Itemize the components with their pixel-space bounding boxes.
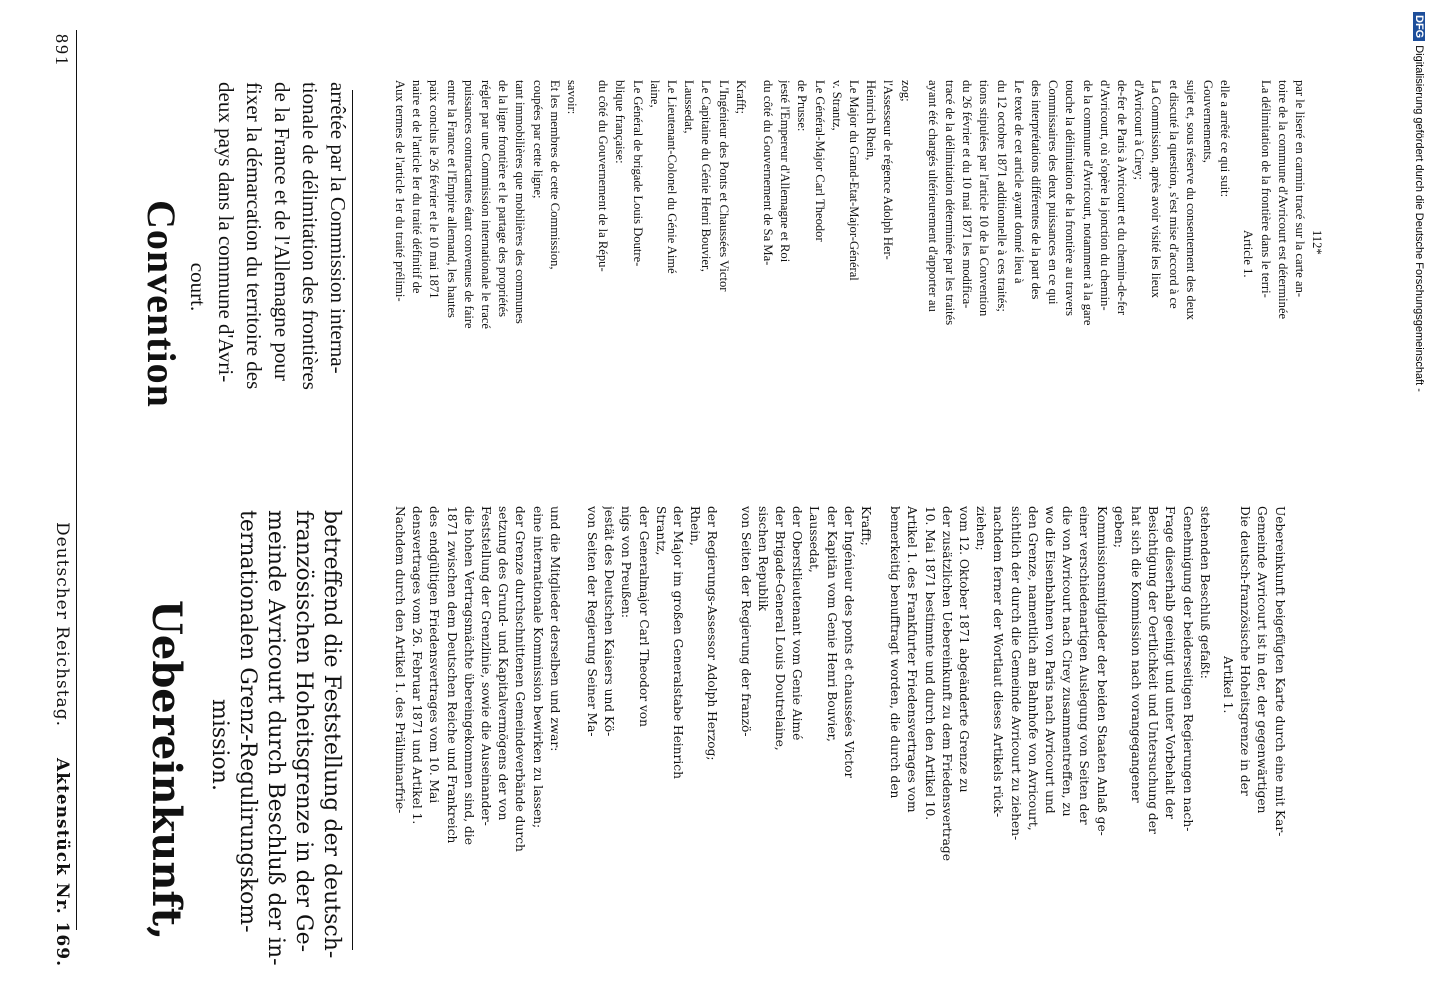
- french-members-de-line: du côté du Gouvernement de Sa Ma-: [761, 80, 775, 266]
- page-number: 891: [52, 34, 72, 67]
- french-members-de-line: Le Major du Grand-Etat-Major-Général: [847, 80, 861, 281]
- german-body-line: sichtlich der durch die Gemeinde Avricourt zu ziehen-: [1008, 506, 1023, 841]
- french-members-de-line: zog;: [898, 80, 913, 102]
- german-body-line: Kommissionsmitglieder der beiden Staaten Anlaß ge-: [1094, 506, 1109, 836]
- german-subtitle-line: meinde Avricourt durch Beschluß der in-: [263, 510, 288, 966]
- german-body-line: bemerkeitig benufftragt worden, die durch den: [888, 506, 903, 799]
- french-preamble-line: Aux termes de l'article 1er du traité prélimi-: [393, 80, 407, 302]
- french-body-line: d'Avricourt, où s'opère la jonction du chemin-: [1097, 80, 1112, 311]
- french-members-de-line: de Prusse:: [795, 80, 810, 132]
- french-body-line: La Commission, après avoir visité les lieux: [1149, 80, 1164, 298]
- french-preamble-line: entre la France et l'Empire allemand, les hautes: [444, 80, 459, 318]
- german-members-de-line: von Seiten der Regierung Seiner Ma-: [585, 506, 599, 737]
- french-preamble-line: coupées par cette ligne;: [530, 80, 545, 199]
- german-article-line: Uebereinkunft beigefügten Karte durch eine mit Kar-: [1272, 506, 1287, 837]
- french-members-fr-line: Laussedat,: [682, 80, 697, 134]
- french-preamble-line: puissances contractantes étant convenues de faire: [461, 80, 476, 329]
- french-subtitle-line: deux pays dans la commune d'Avri-: [214, 82, 238, 383]
- french-body-line: ayant été chargés ultérieurement d'apporter au: [925, 80, 940, 312]
- french-members-fr-line: Krafft;: [733, 80, 748, 115]
- french-body-line: et discuté la question, s'est mise d'accord à ce: [1166, 80, 1181, 309]
- french-preamble-line: paix conclus le 26 février et le 10 mai 1871: [427, 80, 442, 299]
- french-article-line: toire de la commune d'Avricourt est déterminée: [1275, 80, 1290, 320]
- french-body-line: de-fer de Paris à Avricourt et du chemin-de-fer: [1115, 80, 1129, 316]
- french-body-line: du 12 octobre 1871 additionnelle à ces traités;: [994, 80, 1009, 312]
- german-subtitle-line: mission.: [207, 699, 232, 791]
- german-members-de-line: jestät des Deutschen Kaisers und Kö-: [602, 506, 617, 737]
- french-members-fr-line: Le Capitaine du Génie Henri Bouvier,: [699, 80, 714, 272]
- german-title: Uebereinkunft,: [143, 600, 190, 941]
- german-members-fr-line: der Oberstlieutenant vom Genie Aimé: [790, 506, 805, 741]
- german-body-line: Besichtigung der Oertlichkeit und Untersuchung der: [1146, 506, 1161, 834]
- german-members-fr-line: Laussedat,: [807, 506, 822, 573]
- french-title: Convention: [139, 200, 184, 408]
- header-rule: [76, 30, 77, 930]
- french-signature-mark: 112*: [1310, 230, 1325, 255]
- german-body-line: ziehen;: [974, 506, 989, 551]
- german-members-de-line: Strantz,: [653, 506, 668, 556]
- german-article-heading: Artikel 1.: [1221, 656, 1235, 714]
- german-body-line: stehenden Beschluß gefaßt:: [1197, 506, 1212, 679]
- column-divider: [352, 90, 353, 950]
- german-members-fr-line: Krafft;: [859, 506, 873, 546]
- digitization-note-text: Digitalisierung gefördert durch die Deutsche Forschungsgemeinschaft -: [1413, 45, 1425, 392]
- french-preamble-line: tant immobilières que mobilières des communes: [513, 80, 528, 324]
- german-members-de-line: der Generalmajor Carl Theodor von: [636, 506, 651, 727]
- french-body-line: d'Avricourt à Cirey;: [1132, 80, 1147, 180]
- french-body-line: du 26 février et du 10 mai 1871 les modifica-: [960, 80, 975, 309]
- german-body-line: geben;: [1111, 506, 1126, 548]
- german-subtitle-line: ternationalen Grenz-Regulirungskom-: [235, 510, 260, 933]
- french-body-line: des interprétations différentes de la part des: [1029, 80, 1043, 300]
- french-body-line: tracé de la délimitation déterminée par les traités: [943, 80, 957, 326]
- french-body-line: sujet et, sous réserve du consentement des deux: [1183, 80, 1198, 320]
- german-preamble-line: die hohen Vertragsmächte übereingekommen sind, die: [461, 506, 476, 845]
- german-body-line: die von Avricourt nach Cirey zusammentreffen, zu: [1060, 506, 1075, 817]
- french-members-de-line: l'Assesseur de régence Adolph Her-: [881, 80, 896, 260]
- german-body-line: nachdem ferner der Wortlaut dieses Artikels rück-: [991, 506, 1006, 818]
- french-members-de-line: Le Général-Major Carl Theodor: [812, 80, 827, 242]
- german-preamble-line: des endgültigen Friedensvertrages vom 10. Mai: [427, 506, 442, 804]
- german-subtitle: [205, 510, 345, 980]
- dfg-logo-badge: DFG: [1413, 12, 1425, 41]
- french-subtitle-line: tionale de délimitation des frontières: [298, 82, 322, 390]
- french-members-fr-line: blique française:: [613, 80, 628, 164]
- german-body-line: Genehmigung der beiderseitigen Regierungen nach-: [1180, 506, 1195, 832]
- french-members-fr-line: Le Lieutenant-Colonel du Génie Aimé: [665, 80, 679, 274]
- german-members-fr-line: der Ingénieur des ponts et chaussées Victor: [841, 506, 856, 779]
- french-article-heading: Article 1.: [1241, 230, 1256, 278]
- french-members-fr-line: L'Ingénieur des Ponts et Chaussées Victor: [716, 80, 731, 292]
- german-subtitle-line: französischen Hoheitsgrenze in der Ge-: [291, 510, 316, 953]
- french-body-line: Commissaires des deux puissances en ce qui: [1046, 80, 1061, 305]
- french-subtitle-line: de la France et de l'Allemagne pour: [270, 82, 294, 381]
- german-article-line: Die deutsch-französische Hoheitsgrenze in der: [1238, 506, 1253, 796]
- french-members-de-line: Heinrich Rhein,: [864, 80, 879, 161]
- french-body-line: tions stipulées par l'article 10 de la Convention: [977, 80, 992, 317]
- german-preamble-line: 1871 zwischen dem Deutschen Reiche und Frankreich: [444, 506, 459, 844]
- french-members-fr-line: du côté du Gouvernement de la Répu-: [596, 80, 611, 272]
- german-preamble-line: densvertrages vom 26. Februar 1871 und Artikel 1.: [410, 506, 425, 825]
- french-members-fr-line: laine,: [647, 80, 662, 108]
- german-members-fr-line: der Kapitän vom Genie Henri Bouvier,: [824, 506, 839, 742]
- german-members-de-line: der Regierungs-Assessor Adolph Herzog;: [705, 506, 720, 761]
- german-preamble-line: eine internationale Kommission bewirken zu lassen;: [530, 506, 545, 829]
- french-preamble-line: régler par une Commission internationale le tracé: [479, 80, 493, 329]
- german-body-line: Frage dieserhalb geeinigt und unter Vorbehalt der: [1163, 506, 1178, 820]
- german-body-line: 10. Mai 1871 bestimmte und durch den Artikel 10.: [922, 506, 937, 821]
- german-members-de-line: Rhein,: [688, 506, 703, 546]
- french-subtitle: [184, 82, 352, 492]
- french-article-line: La délimitation de la frontière dans le terri-: [1258, 80, 1273, 298]
- german-body-line: wo die Eisenbahnen von Paris nach Avricourt und: [1043, 506, 1057, 814]
- french-preamble-line: naire et de l'article Ier du traité définitif de: [410, 80, 425, 294]
- german-article-line: Gemeinde Avricourt ist in der, der gegenwärtigen: [1255, 506, 1270, 814]
- french-subtitle-line: court.: [186, 262, 210, 312]
- header-left: Deutscher Reichstag.: [52, 522, 72, 727]
- french-members-de-line: jesté l'Empereur d'Allemagne et Roi: [778, 80, 793, 263]
- french-members-fr-line: Le Général de brigade Louis Doutre-: [630, 80, 645, 267]
- german-members-fr-line: der Brigade-General Louis Doutrelaine,: [773, 506, 787, 751]
- german-members-fr-line: von Seiten der Regierung der franzö-: [738, 506, 753, 737]
- german-preamble-line: und die Mitglieder derselben und zwar:: [547, 506, 562, 752]
- german-body-line: hat sich die Kommission nach vorangegangener: [1129, 506, 1143, 803]
- french-subtitle-line: arrêtée par la Commission interna-: [326, 82, 350, 374]
- german-preamble-line: der Grenze durchschnittenen Gemeindeverbände durch: [513, 506, 528, 852]
- german-members-de-line: nigs von Preußen:: [619, 506, 634, 619]
- german-preamble-line: Feststellung der Grenzlinie, sowie die Auseinander-: [479, 506, 493, 826]
- digitization-note: [1413, 12, 1425, 392]
- german-preamble-line: Nachdem durch den Artikel 1. des Präliminarfrie-: [393, 506, 407, 814]
- german-body-line: einer verschiedenartigen Auslegung von Seiten der: [1077, 506, 1092, 825]
- german-body-line: den Grenze, namentlich am Bahnhofe von Avricourt,: [1025, 506, 1040, 831]
- french-body-line: elle a arrêté ce qui suit:: [1218, 80, 1233, 198]
- german-body-line: Artikel 1. des Frankfurter Friedensvertrages vom: [905, 506, 920, 813]
- french-members-de-line: v. Strantz,: [829, 80, 844, 131]
- german-members-fr-line: sischen Republik: [755, 506, 770, 612]
- french-subtitle-line: fixer la démarcation du territoire des: [242, 82, 266, 390]
- french-preamble-line: savoir:: [565, 80, 579, 115]
- french-body-line: Gouvernements,: [1201, 80, 1215, 163]
- header-center: Aktenstück Nr. 169.: [52, 758, 72, 968]
- german-body-line: der zusätzlichen Uebereinkunft zu dem Friedensvertrage: [939, 506, 954, 861]
- german-preamble-line: setzung des Grund- und Kapitalvermögens der von: [496, 506, 511, 821]
- french-body-line: de la commune d'Avricourt, notamment à la gare: [1080, 80, 1095, 326]
- german-subtitle-line: betreffend die Feststellung der deutsch-: [319, 510, 344, 959]
- french-body-line: touche la délimitation de la frontière au travers: [1063, 80, 1078, 317]
- french-article-line: par le liseré en carmin tracé sur la carte an-: [1293, 80, 1307, 298]
- french-preamble-line: Et les membres de cette Commission,: [547, 80, 562, 270]
- french-body-line: Le texte de cet article ayant donné lieu à: [1011, 80, 1026, 284]
- german-body-line: vom 12. Oktober 1871 abgeänderte Grenze zu: [957, 506, 971, 793]
- german-members-de-line: der Major im großen Generalstabe Heinrich: [671, 506, 685, 779]
- french-preamble-line: de la ligne frontière et le partage des propriétés: [496, 80, 511, 318]
